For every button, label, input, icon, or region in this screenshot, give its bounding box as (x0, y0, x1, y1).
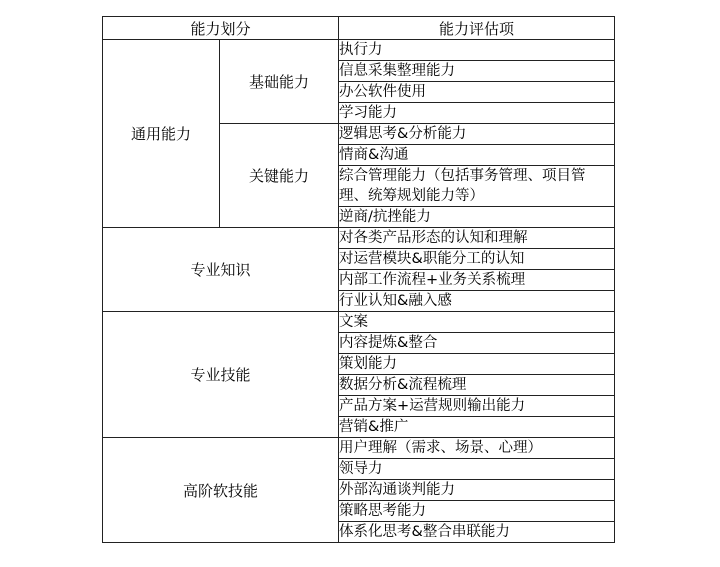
list-item: 领导力 (339, 459, 615, 480)
ability-table (102, 16, 615, 543)
list-item: 数据分析&流程梳理 (339, 375, 615, 396)
list-item: 内容提炼&整合 (339, 333, 615, 354)
list-item: 综合管理能力（包括事务管理、项目管理、统筹规划能力等） (339, 166, 615, 207)
category-skills: 专业技能 (103, 312, 339, 438)
list-item: 情商&沟通 (339, 145, 615, 166)
list-item: 执行力 (339, 40, 615, 61)
list-item: 内部工作流程+业务关系梳理 (339, 270, 615, 291)
list-item: 策划能力 (339, 354, 615, 375)
list-item: 对运营模块&职能分工的认知 (339, 249, 615, 270)
header-division: 能力划分 (103, 17, 339, 40)
list-item: 逆商/抗挫能力 (339, 207, 615, 228)
list-item: 产品方案+运营规则输出能力 (339, 396, 615, 417)
list-item: 营销&推广 (339, 417, 615, 438)
list-item: 文案 (339, 312, 615, 333)
category-knowledge: 专业知识 (103, 228, 339, 312)
list-item: 体系化思考&整合串联能力 (339, 522, 615, 543)
subcategory-key: 关键能力 (220, 124, 339, 228)
table-row (103, 228, 615, 249)
table-row (103, 312, 615, 333)
category-soft: 高阶软技能 (103, 438, 339, 543)
list-item: 办公软件使用 (339, 82, 615, 103)
subcategory-basic: 基础能力 (220, 40, 339, 124)
list-item: 用户理解（需求、场景、心理） (339, 438, 615, 459)
table-row (103, 438, 615, 459)
list-item: 策略思考能力 (339, 501, 615, 522)
header-assessment: 能力评估项 (339, 17, 615, 40)
list-item: 学习能力 (339, 103, 615, 124)
category-general: 通用能力 (103, 40, 220, 228)
table-row (103, 40, 615, 61)
header-row (103, 17, 615, 40)
list-item: 逻辑思考&分析能力 (339, 124, 615, 145)
list-item: 行业认知&融入感 (339, 291, 615, 312)
list-item: 外部沟通谈判能力 (339, 480, 615, 501)
list-item: 对各类产品形态的认知和理解 (339, 228, 615, 249)
list-item: 信息采集整理能力 (339, 61, 615, 82)
